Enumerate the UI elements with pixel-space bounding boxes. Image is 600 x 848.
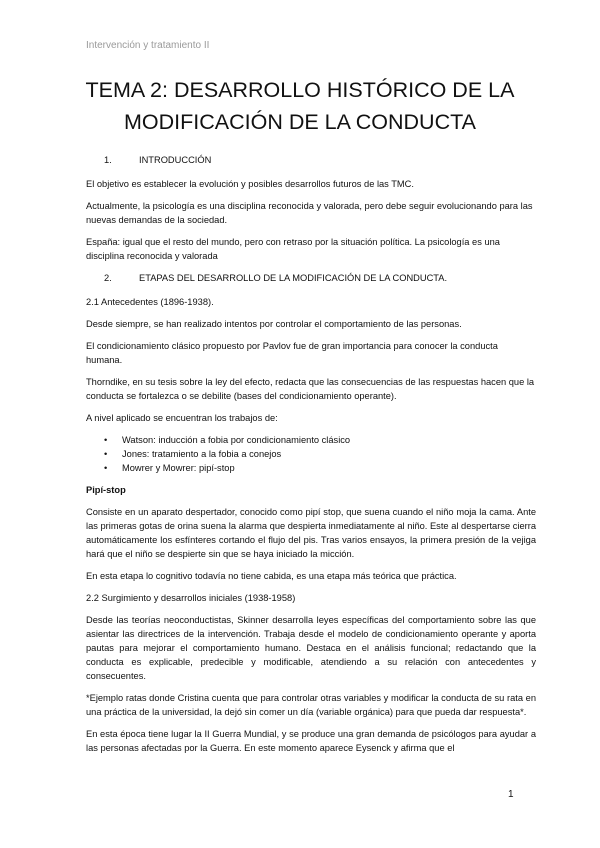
- bullet-list: [86, 433, 536, 475]
- list-item: • Watson: inducción a fobia por condicionamiento clásico: [122, 433, 536, 447]
- subheading-pipi-stop: Pipí-stop: [86, 485, 126, 495]
- section-label: INTRODUCCIÓN: [139, 155, 212, 165]
- paragraph: Consiste en un aparato despertador, conocido como pipí stop, que suena cuando el niño moja la cama. Ante las primeras gotas de orina suena la alarma que despierta inmediatamente al niño. Este al despertarse cierra automáticamente los esfínteres cortando el flujo del pis. Tras varios ensayos, la primera presión de la vejiga hará que el niño se despierte sin que se haya iniciado la micción.: [86, 507, 536, 559]
- paragraph: Thorndike, en su tesis sobre la ley del efecto, redacta que las consecuencias de las respuestas hacen que la conducta se fortalezca o se debilite (bases del condicionamiento operante).: [86, 377, 535, 401]
- paragraph: Desde las teorías neoconductistas, Skinner desarrolla leyes específicas del comportamiento sobre las que asientar las directrices de la intervención. Trabaja desde el modelo de condicionamiento operante y aporta pautas para mejorar el comportamiento humano. Destaca en el análisis funcional; redactando que la conducta es explicable, predecible y modificable, atendiendo a su relación con antecedentes y consecuentes.: [86, 615, 536, 681]
- list-item: • Jones: tratamiento a la fobia a conejos: [122, 447, 536, 461]
- running-header: Intervención y tratamiento II: [86, 40, 210, 51]
- section-heading-2: [86, 271, 536, 285]
- document-body: [86, 153, 536, 763]
- paragraph: En esta época tiene lugar la II Guerra Mundial, y se produce una gran demanda de psicólogos para ayudar a las personas afectadas por la Guerra. En este momento aparece Eysenck y afirma que el: [86, 729, 536, 753]
- paragraph: Actualmente, la psicología es una disciplina reconocida y valorada, pero debe seguir evolucionando para las nuevas demandas de la sociedad.: [86, 201, 533, 225]
- section-number: 2.: [104, 273, 112, 283]
- section-number: 1.: [104, 155, 112, 165]
- paragraph: España: igual que el resto del mundo, pero con retraso por la situación política. La psicología es una disciplina reconocida y valorada: [86, 237, 500, 261]
- page-title: TEMA 2: DESARROLLO HISTÓRICO DE LA MODIFICACIÓN DE LA CONDUCTA: [85, 78, 515, 134]
- page-number: 1: [508, 789, 514, 800]
- section-label: ETAPAS DEL DESARROLLO DE LA MODIFICACIÓN DE LA CONDUCTA.: [139, 273, 448, 283]
- paragraph: A nivel aplicado se encuentran los trabajos de:: [86, 413, 278, 423]
- paragraph: En esta etapa lo cognitivo todavía no tiene cabida, es una etapa más teórica que práctica.: [86, 571, 457, 581]
- paragraph: *Ejemplo ratas donde Cristina cuenta que para controlar otras variables y modificar la conducta de su rata en una práctica de la universidad, la dejó sin comer un día (variable orgánica) para que pueda dar respuesta*.: [86, 693, 536, 717]
- paragraph: El objetivo es establecer la evolución y posibles desarrollos futuros de las TMC.: [86, 179, 414, 189]
- list-item: • Mowrer y Mowrer: pipí-stop: [122, 461, 536, 475]
- paragraph: El condicionamiento clásico propuesto por Pavlov fue de gran importancia para conocer la conducta humana.: [86, 341, 498, 365]
- section-heading-1: [86, 153, 536, 167]
- subsection-heading: 2.2 Surgimiento y desarrollos iniciales (1938-1958): [86, 593, 296, 603]
- subsection-heading: 2.1 Antecedentes (1896-1938).: [86, 297, 214, 307]
- paragraph: Desde siempre, se han realizado intentos por controlar el comportamiento de las personas.: [86, 319, 462, 329]
